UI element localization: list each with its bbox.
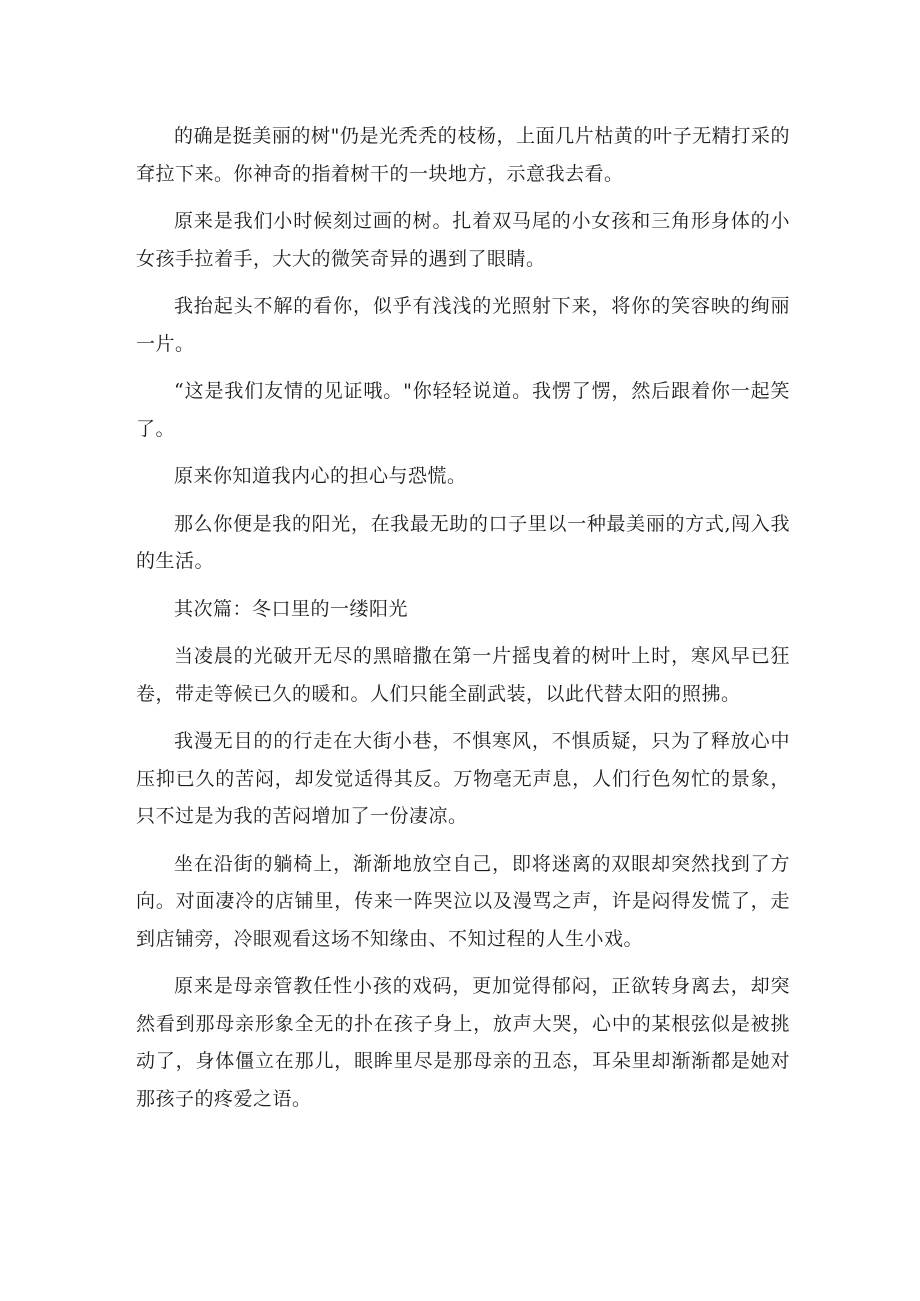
- paragraph: 原来你知道我内心的担心与恐慌。: [174, 465, 467, 487]
- paragraph: 原来是母亲管教任性小孩的戏码，更加觉得郁闷，正欲转身离去，却突然看到那母亲形象全无的扑在孩子身上，放声大哭，心中的某根弦似是被挑动了，身体僵立在那儿，眼眸里尽是那母亲的丑态，耳朵里却渐渐都是她对那孩子的疼爱之语。: [136, 975, 790, 1110]
- paragraph: 的确是挺美丽的树"仍是光秃秃的枝杨，上面几片枯黄的叶子无精打采的耷拉下来。你神奇的指着树干的一块地方，示意我去看。: [136, 125, 790, 185]
- paragraph: 坐在沿街的躺椅上，渐渐地放空自己，即将迷离的双眼却突然找到了方向。对面凄冷的店铺里，传来一阵哭泣以及漫骂之声，许是闷得发慌了，走到店铺旁，冷眼观看这场不知缘由、不知过程的人生小戏。: [136, 852, 790, 950]
- document-body: [136, 118, 790, 1128]
- paragraph: “这是我们友情的见证哦。"你轻轻说道。我愣了愣，然后跟着你一起笑了。: [136, 380, 790, 440]
- paragraph: 那么你便是我的阳光，在我最无助的口子里以一种最美丽的方式,闯入我的生活。: [136, 512, 790, 572]
- paragraph: 原来是我们小时候刻过画的树。扎着双马尾的小女孩和三角形身体的小女孩手拉着手，大大的微笑奇异的遇到了眼睛。: [136, 210, 790, 270]
- paragraph: 我漫无目的的行走在大街小巷，不惧寒风，不惧质疑，只为了释放心中压抑已久的苦闷，却发觉适得其反。万物亳无声息，人们行色匆忙的景象，只不过是为我的苦闷增加了一份凄凉。: [136, 730, 790, 827]
- paragraph: 我抬起头不解的看你，似乎有浅浅的光照射下来，将你的笑容映的绚丽一片。: [136, 295, 790, 355]
- section-heading: 其次篇：冬口里的一缕阳光: [174, 597, 409, 620]
- paragraph: 当凌晨的光破开无尽的黑暗撒在第一片摇曳着的树叶上时，寒风早已狂卷，带走等候已久的暖和。人们只能全副武装，以此代替太阳的照拂。: [136, 645, 790, 705]
